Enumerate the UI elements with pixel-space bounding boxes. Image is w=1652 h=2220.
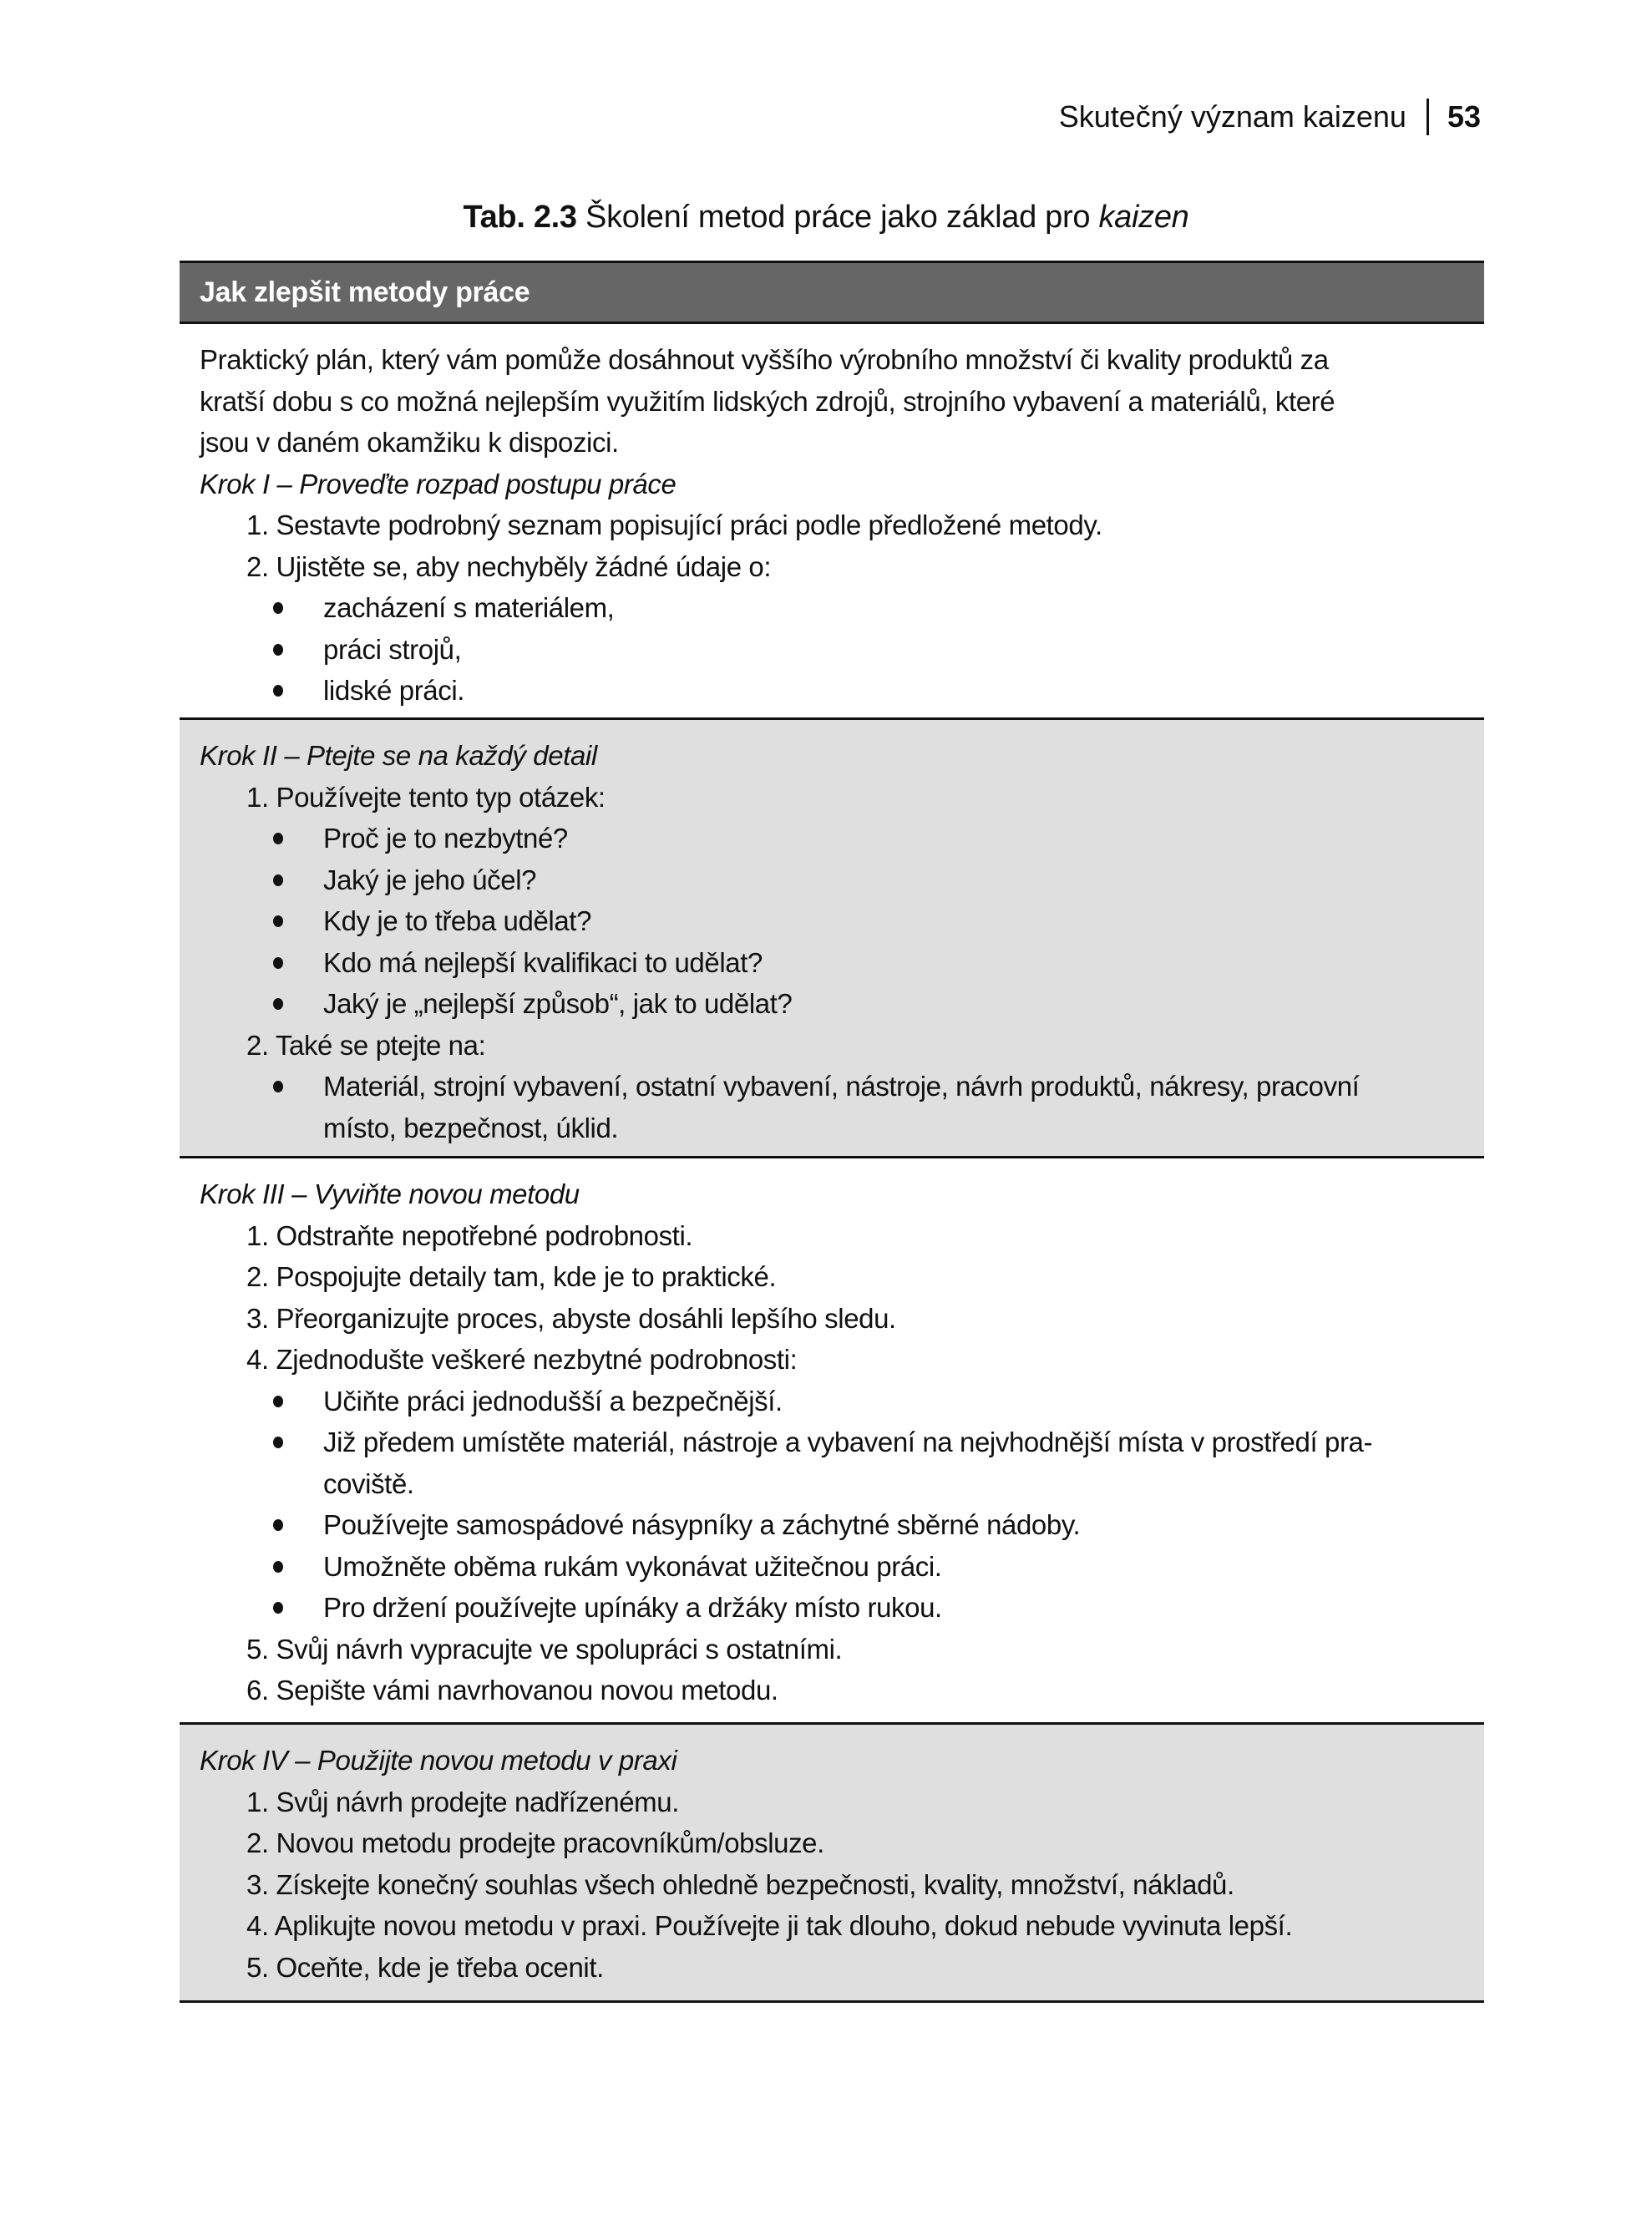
numbered-item: 1. Sestavte podrobný seznam popisující práci podle předložené metody. (246, 509, 1102, 540)
intro-line: jsou v daném okamžiku k dispozici. (200, 427, 619, 458)
numbered-item: 4. Zjednodušte veškeré nezbytné podrobnosti: (246, 1344, 798, 1375)
step-title: Krok I – Proveďte rozpad postupu práce (200, 468, 677, 499)
bullet-icon (273, 998, 283, 1010)
bullet-text: Učiňte práci jednodušší a bezpečnější. (323, 1385, 783, 1417)
table-header: Jak zlepšit metody práce (180, 261, 1484, 324)
bullet-item (200, 900, 1464, 942)
bullet-text: Kdy je to třeba udělat? (323, 905, 592, 936)
numbered-item: 4. Aplikujte novou metodu v praxi. Používejte ji tak dlouho, dokud nebude vyvinuta lepší. (246, 1910, 1293, 1941)
bullet-item (200, 859, 1464, 901)
bullet-icon (273, 915, 283, 927)
bullet-icon (273, 1561, 283, 1573)
numbered-item: 3. Získejte konečný souhlas všech ohledně bezpečnosti, kvality, množství, nákladů. (246, 1868, 1234, 1900)
step-title: Krok III – Vyviňte novou metodu (200, 1178, 580, 1209)
bullet-icon (273, 602, 283, 614)
caption-emphasis: kaizen (1098, 200, 1189, 235)
caption-label: Tab. 2.3 (463, 200, 577, 235)
step-4-section (180, 1725, 1484, 2003)
step-title: Krok II – Ptejte se na každý detail (200, 740, 597, 771)
bullet-text: místo, bezpečnost, úklid. (323, 1112, 619, 1143)
bullet-item (200, 587, 1464, 629)
numbered-item: 1. Svůj návrh prodejte nadřízenému. (246, 1786, 679, 1817)
bullet-item (200, 1422, 1464, 1504)
caption-text: Školení metod práce jako základ pro (576, 200, 1099, 235)
bullet-icon (273, 1519, 283, 1531)
step-3-section (180, 1158, 1484, 1725)
bullet-item (200, 1587, 1464, 1629)
numbered-item: 2. Také se ptejte na: (246, 1029, 486, 1061)
bullet-text: Materiál, strojní vybavení, ostatní vybavení, nástroje, návrh produktů, nákresy, pracovní (323, 1071, 1360, 1102)
bullet-text: lidské práci. (323, 675, 465, 706)
numbered-item: 2. Ujistěte se, aby nechyběly žádné údaje o: (246, 550, 772, 582)
running-header-title: Skutečný význam kaizenu (1058, 99, 1406, 134)
intro-line: kratší dobu s co možná nejlepším využitím lidských zdrojů, strojního vybavení a materiálů, které (200, 385, 1335, 417)
bullet-icon (273, 1396, 283, 1407)
numbered-item: 1. Používejte tento typ otázek: (246, 781, 606, 813)
step-title: Krok IV – Použijte novou metodu v praxi (200, 1745, 677, 1776)
numbered-item: 5. Svůj návrh vypracujte ve spolupráci s ostatními. (246, 1633, 843, 1665)
bullet-item (200, 1066, 1464, 1148)
bullet-item (200, 1381, 1464, 1422)
numbered-item: 2. Novou metodu prodejte pracovníkům/obsluze. (246, 1827, 824, 1858)
bullet-icon (273, 874, 283, 886)
bullet-item (200, 942, 1464, 984)
bullet-icon (273, 1437, 283, 1448)
bullet-icon (273, 957, 283, 969)
bullet-icon (273, 1081, 283, 1092)
page-number: 53 (1447, 99, 1481, 134)
bullet-text: zacházení s materiálem, (323, 592, 615, 623)
bullet-text: Pro držení používejte upínáky a držáky místo rukou. (323, 1592, 942, 1623)
bullet-text: Umožněte oběma rukám vykonávat užitečnou práci. (323, 1550, 942, 1582)
intro-line: Praktický plán, který vám pomůže dosáhnout vyššího výrobního množství či kvality produktů za (200, 344, 1329, 375)
bullet-item (200, 818, 1464, 859)
bullet-item (200, 1546, 1464, 1588)
running-header (1059, 94, 1481, 140)
table-caption (0, 192, 1652, 242)
work-methods-table (180, 261, 1484, 2003)
bullet-icon (273, 644, 283, 656)
bullet-text: Již předem umístěte materiál, nástroje a vybavení na nejvhodnější místa v prostředí pra- (323, 1427, 1373, 1457)
numbered-item: 1. Odstraňte nepotřebné podrobnosti. (246, 1219, 693, 1251)
numbered-item: 5. Oceňte, kde je třeba ocenit. (246, 1951, 604, 1983)
bullet-item (200, 1504, 1464, 1546)
bullet-text: Jaký je jeho účel? (323, 864, 537, 895)
numbered-item: 3. Přeorganizujte proces, abyste dosáhli lepšího sledu. (246, 1302, 896, 1334)
bullet-text: Proč je to nezbytné? (323, 823, 568, 854)
bullet-text: Používejte samospádové násypníky a záchytné sběrné nádoby. (323, 1509, 1081, 1540)
bullet-icon (273, 1602, 283, 1614)
bullet-text: coviště. (323, 1467, 414, 1499)
numbered-item: 2. Pospojujte detaily tam, kde je to praktické. (246, 1261, 777, 1292)
bullet-text: Kdo má nejlepší kvalifikaci to udělat? (323, 946, 763, 978)
bullet-icon (273, 833, 283, 844)
bullet-item (200, 983, 1464, 1025)
numbered-item: 6. Sepište vámi navrhovanou novou metodu. (246, 1675, 778, 1706)
bullet-text: Jaký je „nejlepší způsob“, jak to udělat? (323, 988, 793, 1019)
step-1-section (180, 324, 1484, 720)
bullet-item (200, 670, 1464, 712)
bullet-icon (273, 685, 283, 697)
header-separator (1426, 99, 1429, 135)
bullet-text: práci strojů, (323, 633, 462, 665)
bullet-item (200, 629, 1464, 671)
step-2-section (180, 720, 1484, 1158)
